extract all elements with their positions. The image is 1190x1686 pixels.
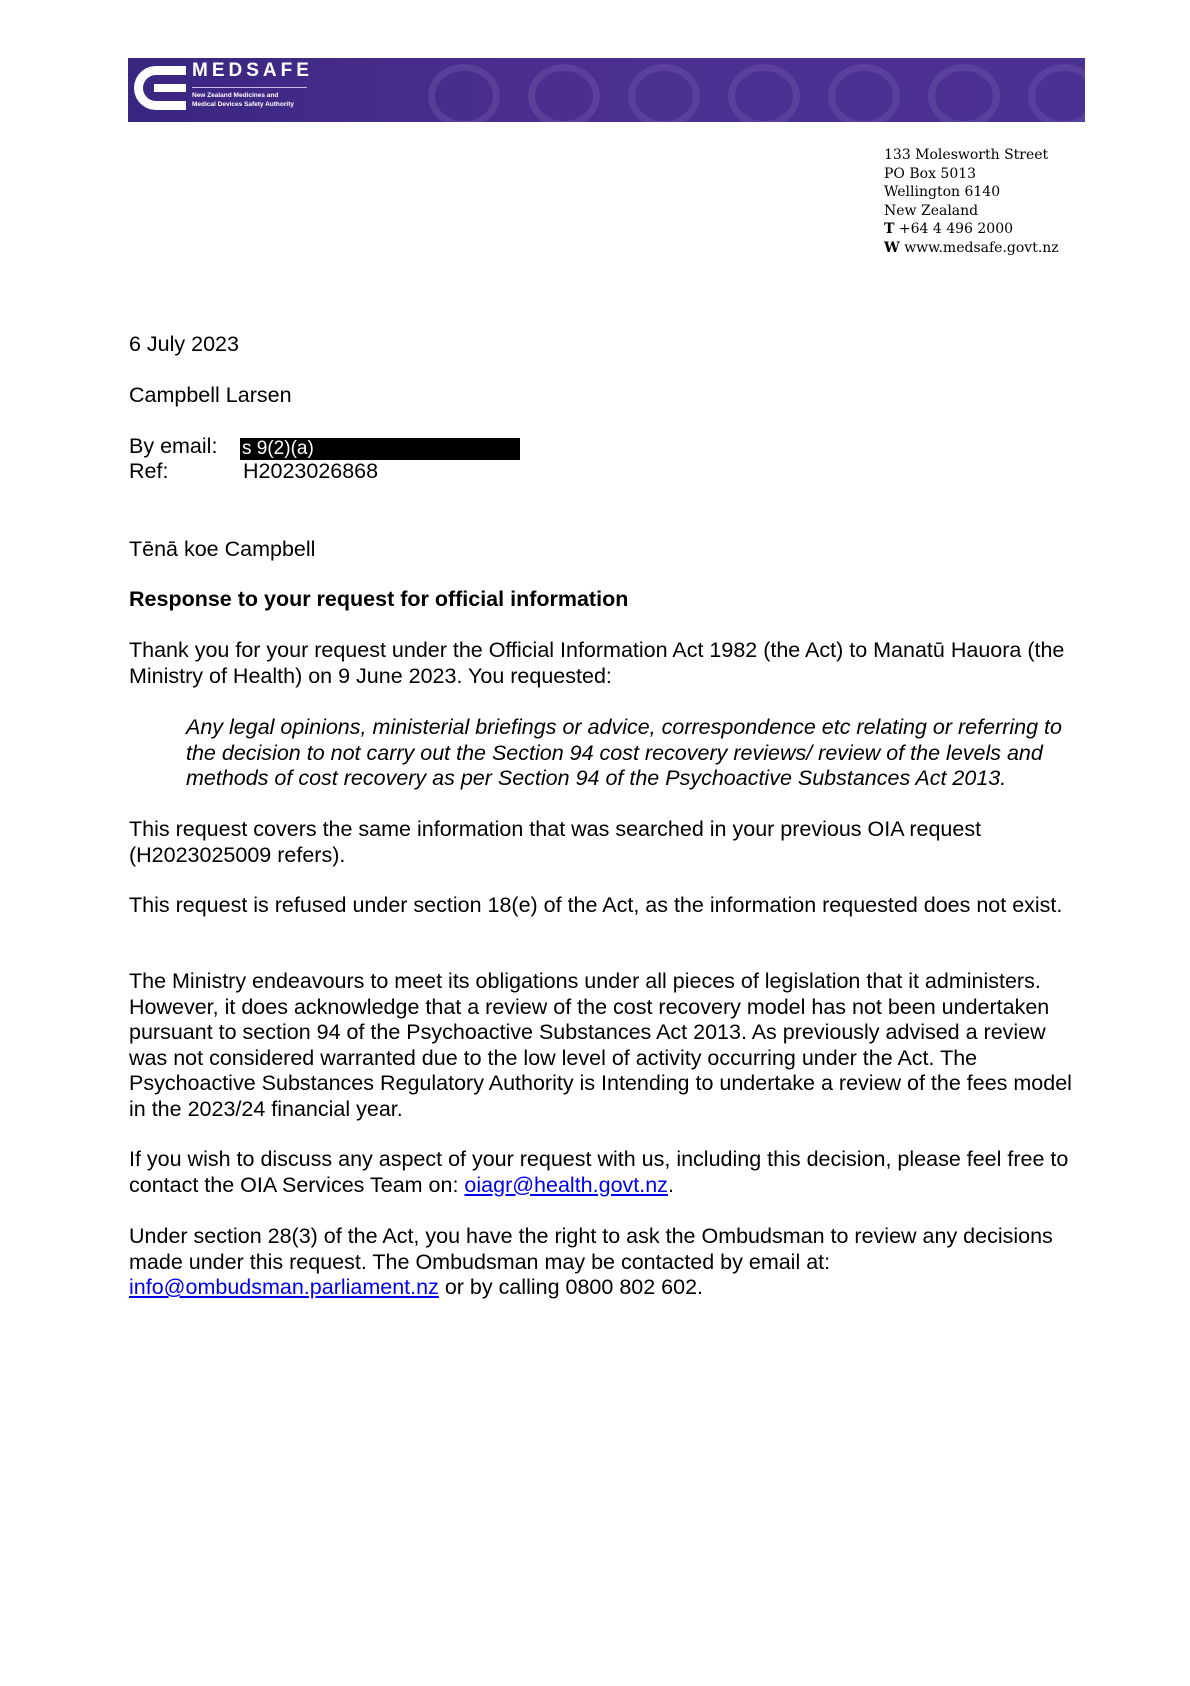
decorative-swirl-icon bbox=[828, 64, 900, 122]
ombudsman-email-link[interactable]: info@ombudsman.parliament.nz bbox=[129, 1275, 439, 1299]
address-line: PO Box 5013 bbox=[884, 165, 977, 182]
letter-date: 6 July 2023 bbox=[129, 332, 239, 356]
paragraph-ombudsman bbox=[129, 1224, 1089, 1301]
paragraph-ministry-obligations: The Ministry endeavours to meet its obligations under all pieces of legislation that it administers. However, it does acknowledge that a review of the cost recovery model has not been undertaken pursuant to section 94 of the Psychoactive Substances Act 2013. As previously advised a review was not considered warranted due to the low level of activity occurring under the Act. The Psychoactive Substances Regulatory Authority is Intending to undertake a review of the fees model in the 2023/24 financial year. bbox=[129, 969, 1072, 1121]
phone-number: +64 4 496 2000 bbox=[898, 221, 1014, 237]
address-web bbox=[884, 239, 1059, 258]
paragraph-request: Thank you for your request under the Official Information Act 1982 (the Act) to Manatū Hauora (the Ministry of Health) on 9 June 2023. You requested: bbox=[129, 638, 1065, 688]
paragraph-previous-request: This request covers the same information that was searched in your previous OIA request (H2023025009 refers). bbox=[129, 817, 982, 867]
ref-number: H2023026868 bbox=[243, 459, 379, 483]
oia-email-link[interactable]: oiagr@health.govt.nz bbox=[464, 1172, 668, 1197]
web-address: www.medsafe.govt.nz bbox=[904, 239, 1059, 256]
ombudsman-text: Under section 28(3) of the Act, you have the right to ask the Ombudsman to review any decisions made under this request. The Ombudsman may be contacted by email at: bbox=[129, 1224, 1053, 1274]
web-label: W bbox=[884, 239, 900, 256]
letter-heading: Response to your request for official information bbox=[129, 587, 629, 611]
logo-subtitle-line: New Zealand Medicines and bbox=[192, 92, 279, 99]
ref-label: Ref: bbox=[129, 459, 169, 483]
recipient-name: Campbell Larsen bbox=[129, 383, 292, 407]
decorative-swirl-icon bbox=[628, 64, 700, 122]
medsafe-banner bbox=[128, 58, 1085, 122]
address-line: Wellington 6140 bbox=[884, 184, 1001, 200]
redacted-email: s 9(2)(a) bbox=[240, 438, 520, 460]
logo-subtitle-line: Medical Devices Safety Authority bbox=[192, 101, 294, 108]
decorative-swirl-icon bbox=[428, 64, 500, 122]
logo-subtitle bbox=[192, 91, 294, 109]
phone-label: T bbox=[884, 221, 895, 237]
decorative-swirl-icon bbox=[728, 64, 800, 122]
logo-name: MEDSAFE bbox=[192, 60, 313, 81]
logo-divider bbox=[192, 87, 307, 88]
email-label: By email: bbox=[129, 434, 218, 458]
ombudsman-text-end: or by calling 0800 802 602. bbox=[438, 1275, 704, 1299]
paragraph-contact bbox=[129, 1147, 1089, 1198]
quoted-request: Any legal opinions, ministerial briefings or advice, correspondence etc relating or referring to the decision to not carry out the Section 94 cost recovery reviews/ review of the levels and methods of cost recovery as per Section 94 of the Psychoactive Substances Act 2013. bbox=[186, 715, 1062, 790]
contact-text-end: . bbox=[667, 1172, 674, 1197]
sender-address bbox=[884, 146, 1059, 257]
paragraph-refusal: This request is refused under section 18(e) of the Act, as the information requested does not exist. bbox=[129, 893, 1063, 917]
address-line: 133 Molesworth Street bbox=[884, 147, 1049, 163]
address-phone bbox=[884, 220, 1059, 239]
decorative-swirl-icon bbox=[1028, 64, 1085, 122]
contact-text: If you wish to discuss any aspect of your request with us, including this decision, please feel free to contact the OIA Services Team on: bbox=[129, 1147, 1069, 1197]
medsafe-logo-bar bbox=[154, 84, 186, 92]
decorative-swirl-icon bbox=[528, 64, 600, 122]
decorative-swirl-icon bbox=[928, 64, 1000, 122]
address-line: New Zealand bbox=[884, 202, 979, 219]
greeting: Tēnā koe Campbell bbox=[129, 537, 316, 561]
